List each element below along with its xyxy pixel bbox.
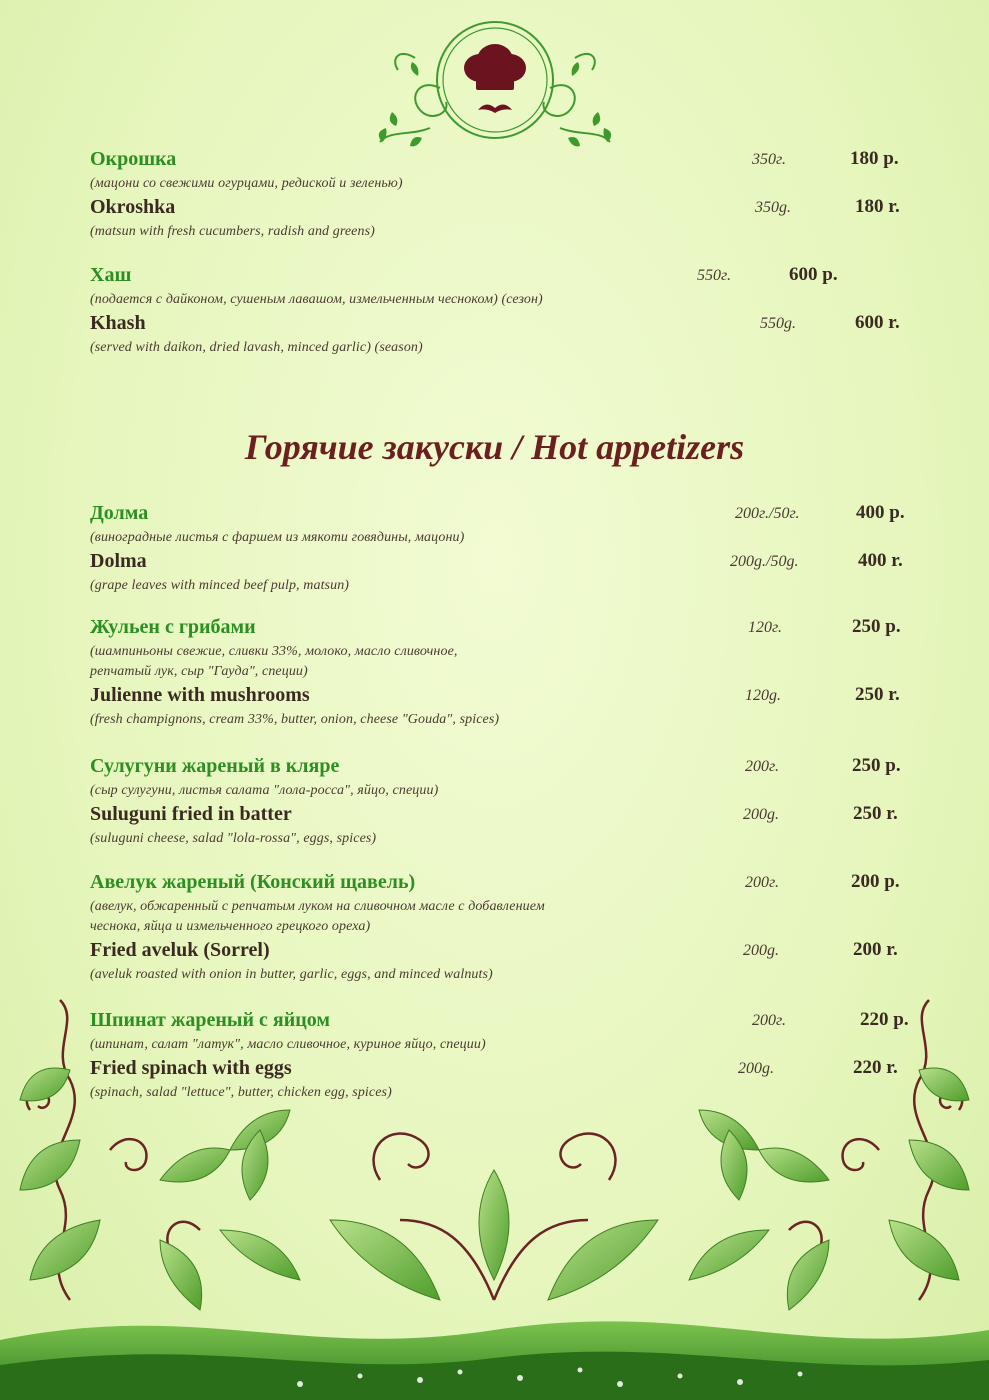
dish-name-ru: Сулугуни жареный в кляре <box>90 755 340 777</box>
dish-description-en: (suluguni cheese, salad "lola-rossa", eggs, spices) <box>90 831 377 846</box>
dish-description-ru: (шпинат, салат "латук", масло сливочное, куриное яйцо, специи) <box>90 1037 486 1052</box>
dish-weight-en: 120g. <box>745 687 781 704</box>
dish-description-en: (served with daikon, dried lavash, minced garlic) (season) <box>90 340 423 355</box>
dish-weight-en: 200g. <box>738 1060 774 1077</box>
dish-price-ru: 250 р. <box>852 616 901 637</box>
chef-hat-emblem-icon <box>360 18 630 158</box>
dish-weight-ru: 200г./50г. <box>735 505 800 522</box>
dish-weight-en: 200g. <box>743 806 779 823</box>
dish-description-ru: (мацони со свежими огурцами, редиской и зеленью) <box>90 176 403 191</box>
dish-price-en: 250 r. <box>853 803 898 824</box>
dish-weight-ru: 200г. <box>752 1012 787 1029</box>
dish-description-en: (fresh champignons, cream 33%, butter, onion, cheese "Gouda", spices) <box>90 712 500 727</box>
dish-price-ru: 220 р. <box>860 1009 909 1030</box>
dish-name-ru: Долма <box>90 502 149 524</box>
dish-name-ru: Хаш <box>90 264 132 286</box>
dish-description-ru-cont: чеснока, яйца и измельченного грецкого ореха) <box>90 919 371 934</box>
section-title: Горячие закуски / Hot appetizers <box>244 427 745 467</box>
dish-name-en: Fried spinach with eggs <box>90 1057 292 1079</box>
dish-name-ru: Жульен с грибами <box>90 616 256 638</box>
dish-name-ru: Авелук жареный (Конский щавель) <box>90 871 416 893</box>
dish-weight-ru: 120г. <box>748 619 783 636</box>
dish-description-en: (aveluk roasted with onion in butter, garlic, eggs, and minced walnuts) <box>90 967 493 982</box>
dish-price-ru: 200 р. <box>851 871 900 892</box>
dish-name-ru: Шпинат жареный с яйцом <box>90 1009 330 1031</box>
dish-price-en: 600 r. <box>855 312 900 333</box>
dish-name-en: Suluguni fried in batter <box>90 803 292 825</box>
dish-price-ru: 600 р. <box>789 264 838 285</box>
dish-price-en: 200 r. <box>853 939 898 960</box>
dish-description-en: (matsun with fresh cucumbers, radish and greens) <box>90 224 375 239</box>
dish-weight-ru: 350г. <box>752 151 787 168</box>
dish-description-en: (spinach, salad "lettuce", butter, chicken egg, spices) <box>90 1085 392 1100</box>
dish-price-ru: 180 р. <box>850 148 899 169</box>
dish-weight-ru: 550г. <box>697 267 732 284</box>
dish-description-ru: (подается с дайконом, сушеным лавашом, измельченным чесноком) (сезон) <box>90 292 543 307</box>
dish-description-ru: (авелук, обжаренный с репчатым луком на сливочном масле с добавлением <box>90 899 545 914</box>
dish-name-ru: Окрошка <box>90 148 177 170</box>
dish-price-en: 400 r. <box>858 550 903 571</box>
dish-description-ru-cont: репчатый лук, сыр "Гауда", специи) <box>90 664 308 679</box>
leaf-vine-ornament-icon <box>0 980 989 1400</box>
dish-price-ru: 400 р. <box>856 502 905 523</box>
dish-price-en: 250 r. <box>855 684 900 705</box>
dish-weight-en: 200g. <box>743 942 779 959</box>
dish-name-en: Julienne with mushrooms <box>90 684 310 706</box>
dish-weight-en: 550g. <box>760 315 796 332</box>
dish-description-ru: (виноградные листья с фаршем из мякоти говядины, мацони) <box>90 530 465 545</box>
dish-description-en: (grape leaves with minced beef pulp, matsun) <box>90 578 350 593</box>
dish-price-ru: 250 р. <box>852 755 901 776</box>
dish-name-en: Fried aveluk (Sorrel) <box>90 939 270 961</box>
dish-weight-ru: 200г. <box>745 758 780 775</box>
dish-price-en: 220 r. <box>853 1057 898 1078</box>
dish-weight-en: 350g. <box>755 199 791 216</box>
dish-name-en: Khash <box>90 312 146 334</box>
dish-name-en: Okroshka <box>90 196 176 218</box>
dish-price-en: 180 r. <box>855 196 900 217</box>
dish-description-ru: (шампиньоны свежие, сливки 33%, молоко, масло сливочное, <box>90 644 458 659</box>
dish-name-en: Dolma <box>90 550 147 572</box>
dish-weight-en: 200g./50g. <box>730 553 799 570</box>
dish-weight-ru: 200г. <box>745 874 780 891</box>
dish-description-ru: (сыр сулугуни, листья салата "лола-росса", яйцо, специи) <box>90 783 439 798</box>
